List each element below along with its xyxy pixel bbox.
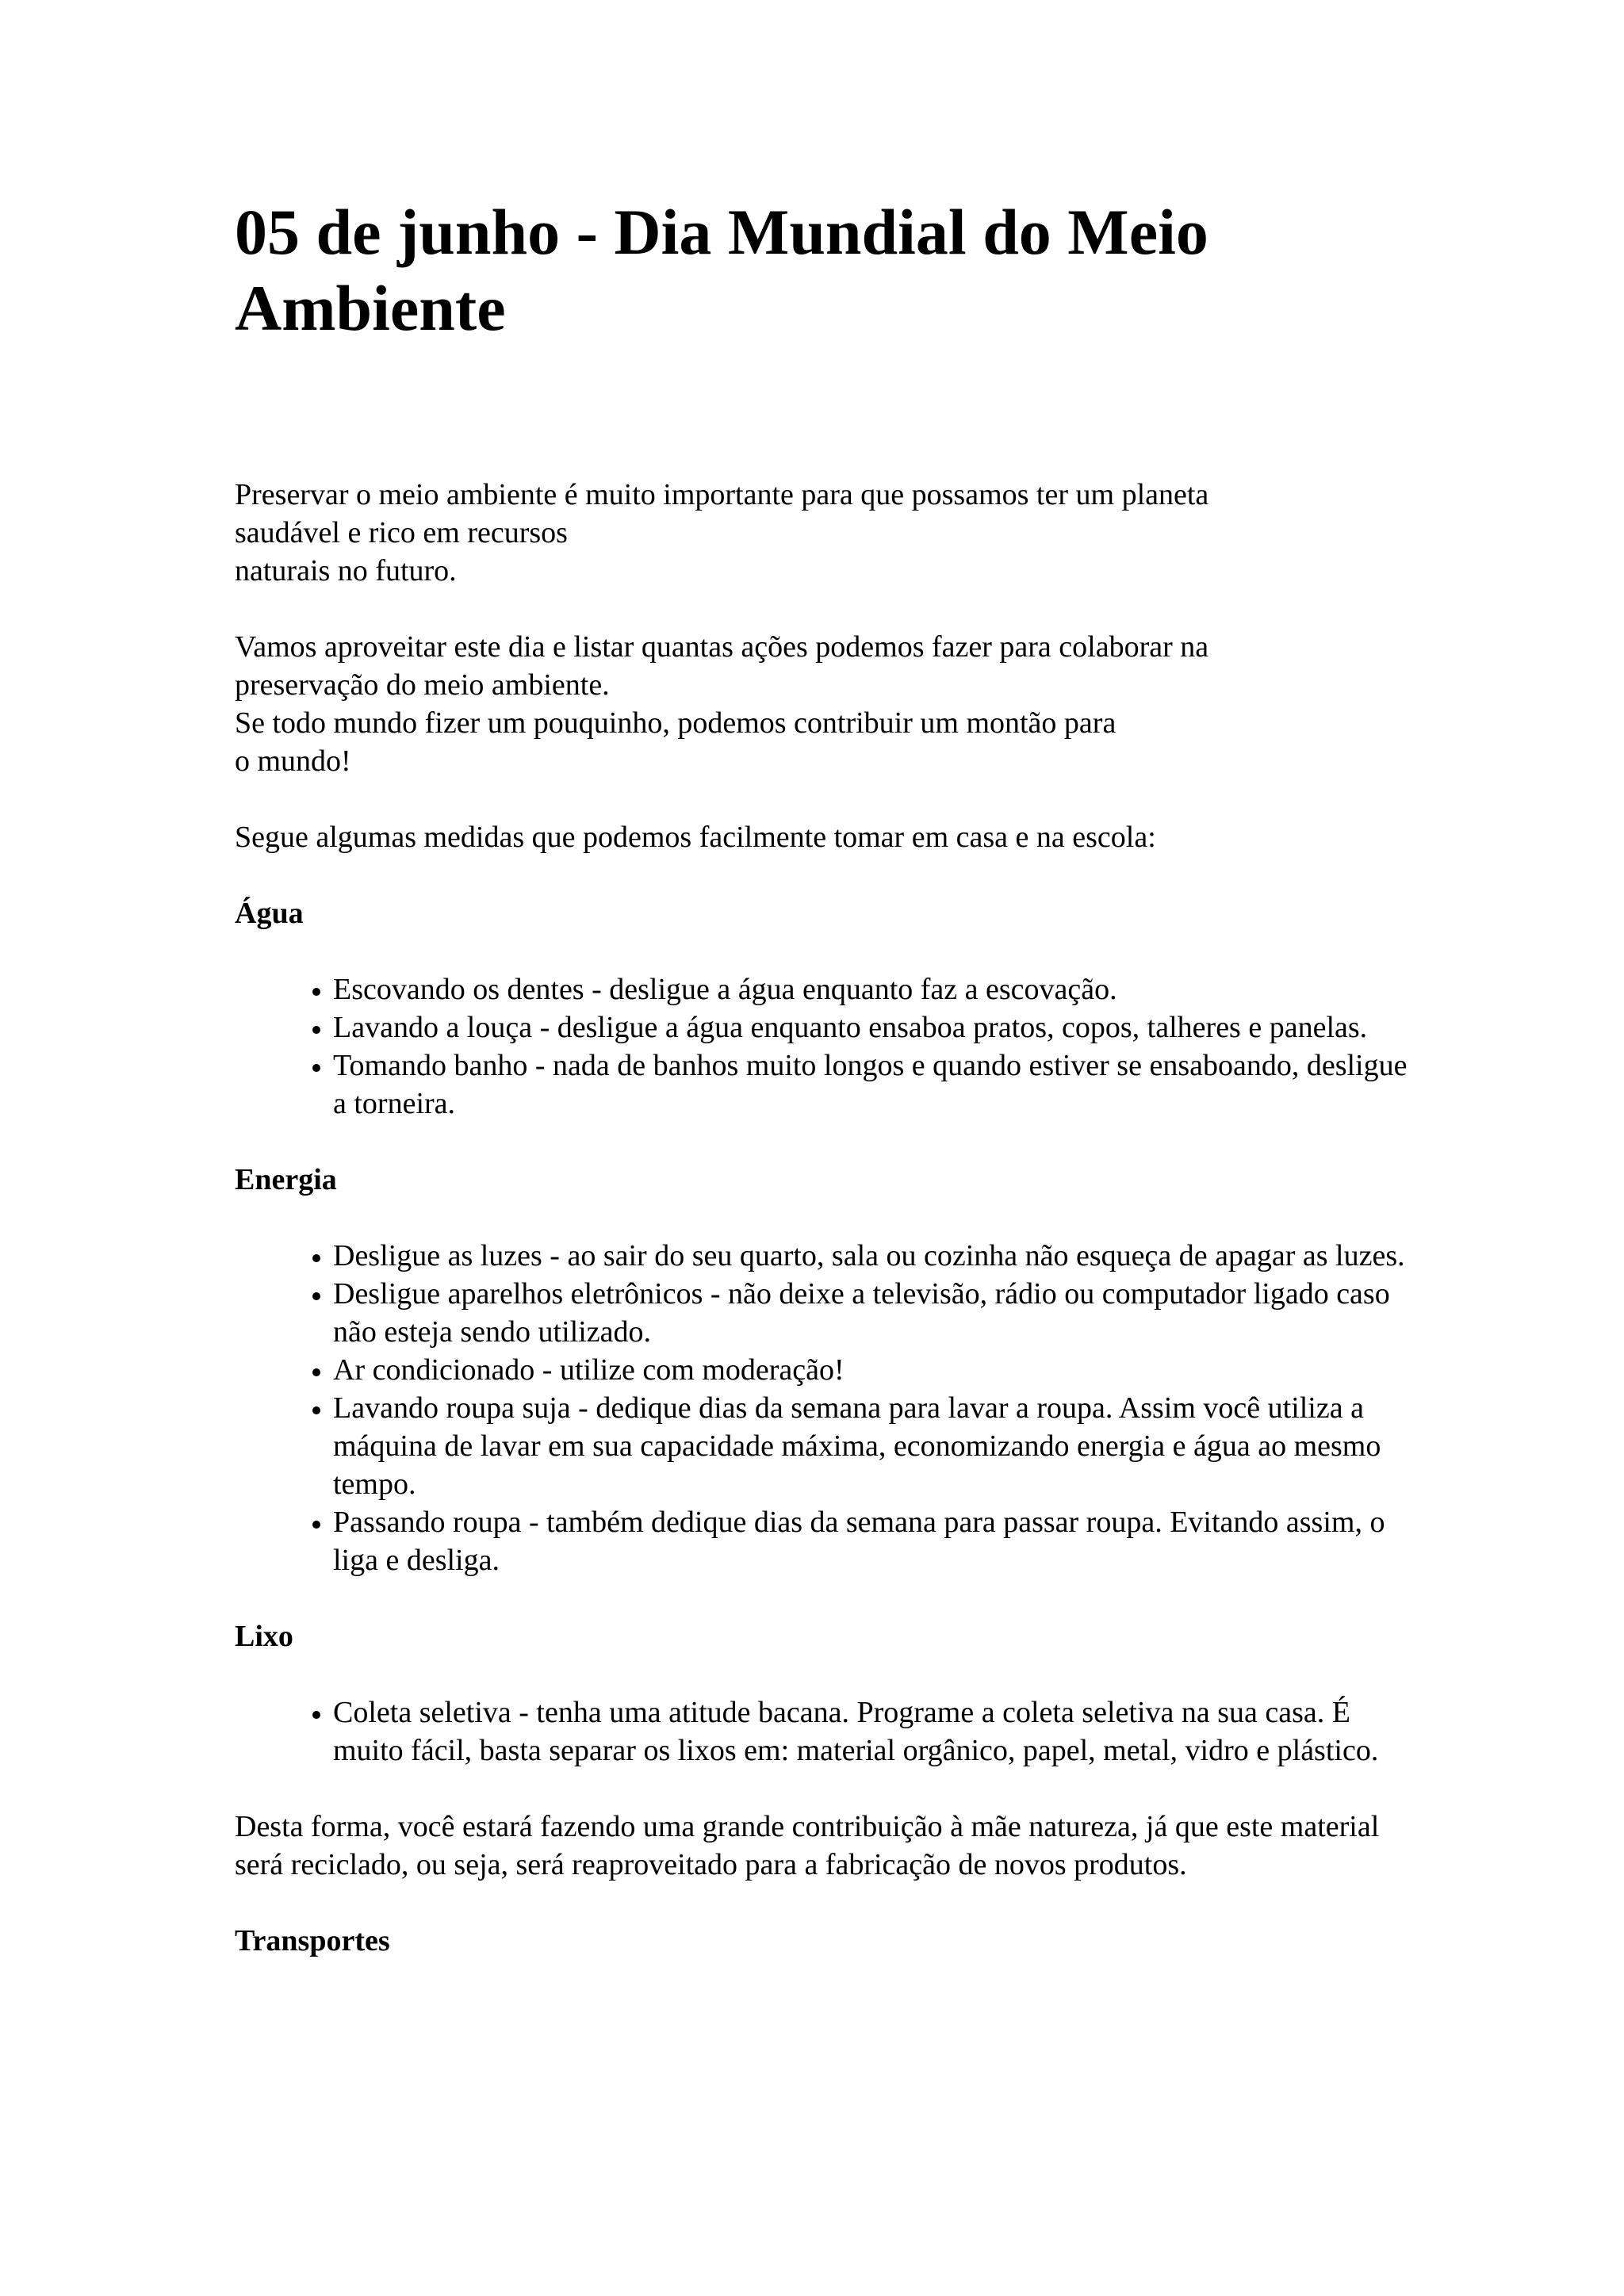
intro-line: naturais no futuro. (235, 554, 457, 587)
list-item: • Desligue aparelhos eletrônicos - não deixe a televisão, rádio ou computador ligado caso não esteja sendo utilizado. (333, 1275, 1408, 1351)
call-to-action-line: Se todo mundo fizer um pouquinho, podemos contribuir um montão para (235, 706, 1116, 740)
list-lixo (235, 1693, 1408, 1770)
list-item: • Tomando banho - nada de banhos muito longos e quando estiver se ensaboando, desligue a torneira. (333, 1047, 1408, 1123)
list-energia (235, 1237, 1408, 1579)
list-item: • Ar condicionado - utilize com moderação! (333, 1351, 1408, 1389)
list-item: • Escovando os dentes - desligue a água enquanto faz a escovação. (333, 970, 1408, 1008)
call-to-action-line: o mundo! (235, 744, 351, 778)
list-item: • Coleta seletiva - tenha uma atitude bacana. Programe a coleta seletiva na sua casa. É muito fácil, basta separar os lixos em: material orgânico, papel, metal, vidro e plástico. (333, 1693, 1408, 1770)
intro-line: saudável e rico em recursos (235, 516, 568, 549)
section-heading-agua: Água (235, 897, 304, 930)
document-content (235, 194, 1408, 1960)
intro-paragraph (235, 476, 1408, 590)
intro-line: Preservar o meio ambiente é muito importante para que possamos ter um planeta (235, 478, 1209, 511)
list-item: • Passando roupa - também dedique dias da semana para passar roupa. Evitando assim, o liga e desliga. (333, 1503, 1408, 1579)
recycling-note: Desta forma, você estará fazendo uma grande contribuição à mãe natureza, já que este material será reciclado, ou seja, será reaproveitado para a fabricação de novos produtos. (235, 1810, 1380, 1881)
section-heading-lixo: Lixo (235, 1620, 293, 1653)
measures-intro: Segue algumas medidas que podemos facilmente tomar em casa e na escola: (235, 821, 1156, 854)
call-to-action-line: preservação do meio ambiente. (235, 668, 610, 702)
call-to-action-line: Vamos aproveitar este dia e listar quantas ações podemos fazer para colaborar na (235, 630, 1209, 664)
section-heading-energia: Energia (235, 1163, 337, 1196)
section-heading-transportes: Transportes (235, 1924, 390, 1957)
page-title: 05 de junho - Dia Mundial do Meio Ambiente (235, 196, 1208, 344)
list-agua (235, 970, 1408, 1123)
list-item: • Lavando a louça - desligue a água enquanto ensaboa pratos, copos, talheres e panelas. (333, 1008, 1408, 1047)
list-item: • Desligue as luzes - ao sair do seu quarto, sala ou cozinha não esqueça de apagar as luzes. (333, 1237, 1408, 1275)
list-item: • Lavando roupa suja - dedique dias da semana para lavar a roupa. Assim você utiliza a máquina de lavar em sua capacidade máxima, economizando energia e água ao mesmo tempo. (333, 1389, 1408, 1503)
call-to-action-paragraph (235, 628, 1408, 780)
